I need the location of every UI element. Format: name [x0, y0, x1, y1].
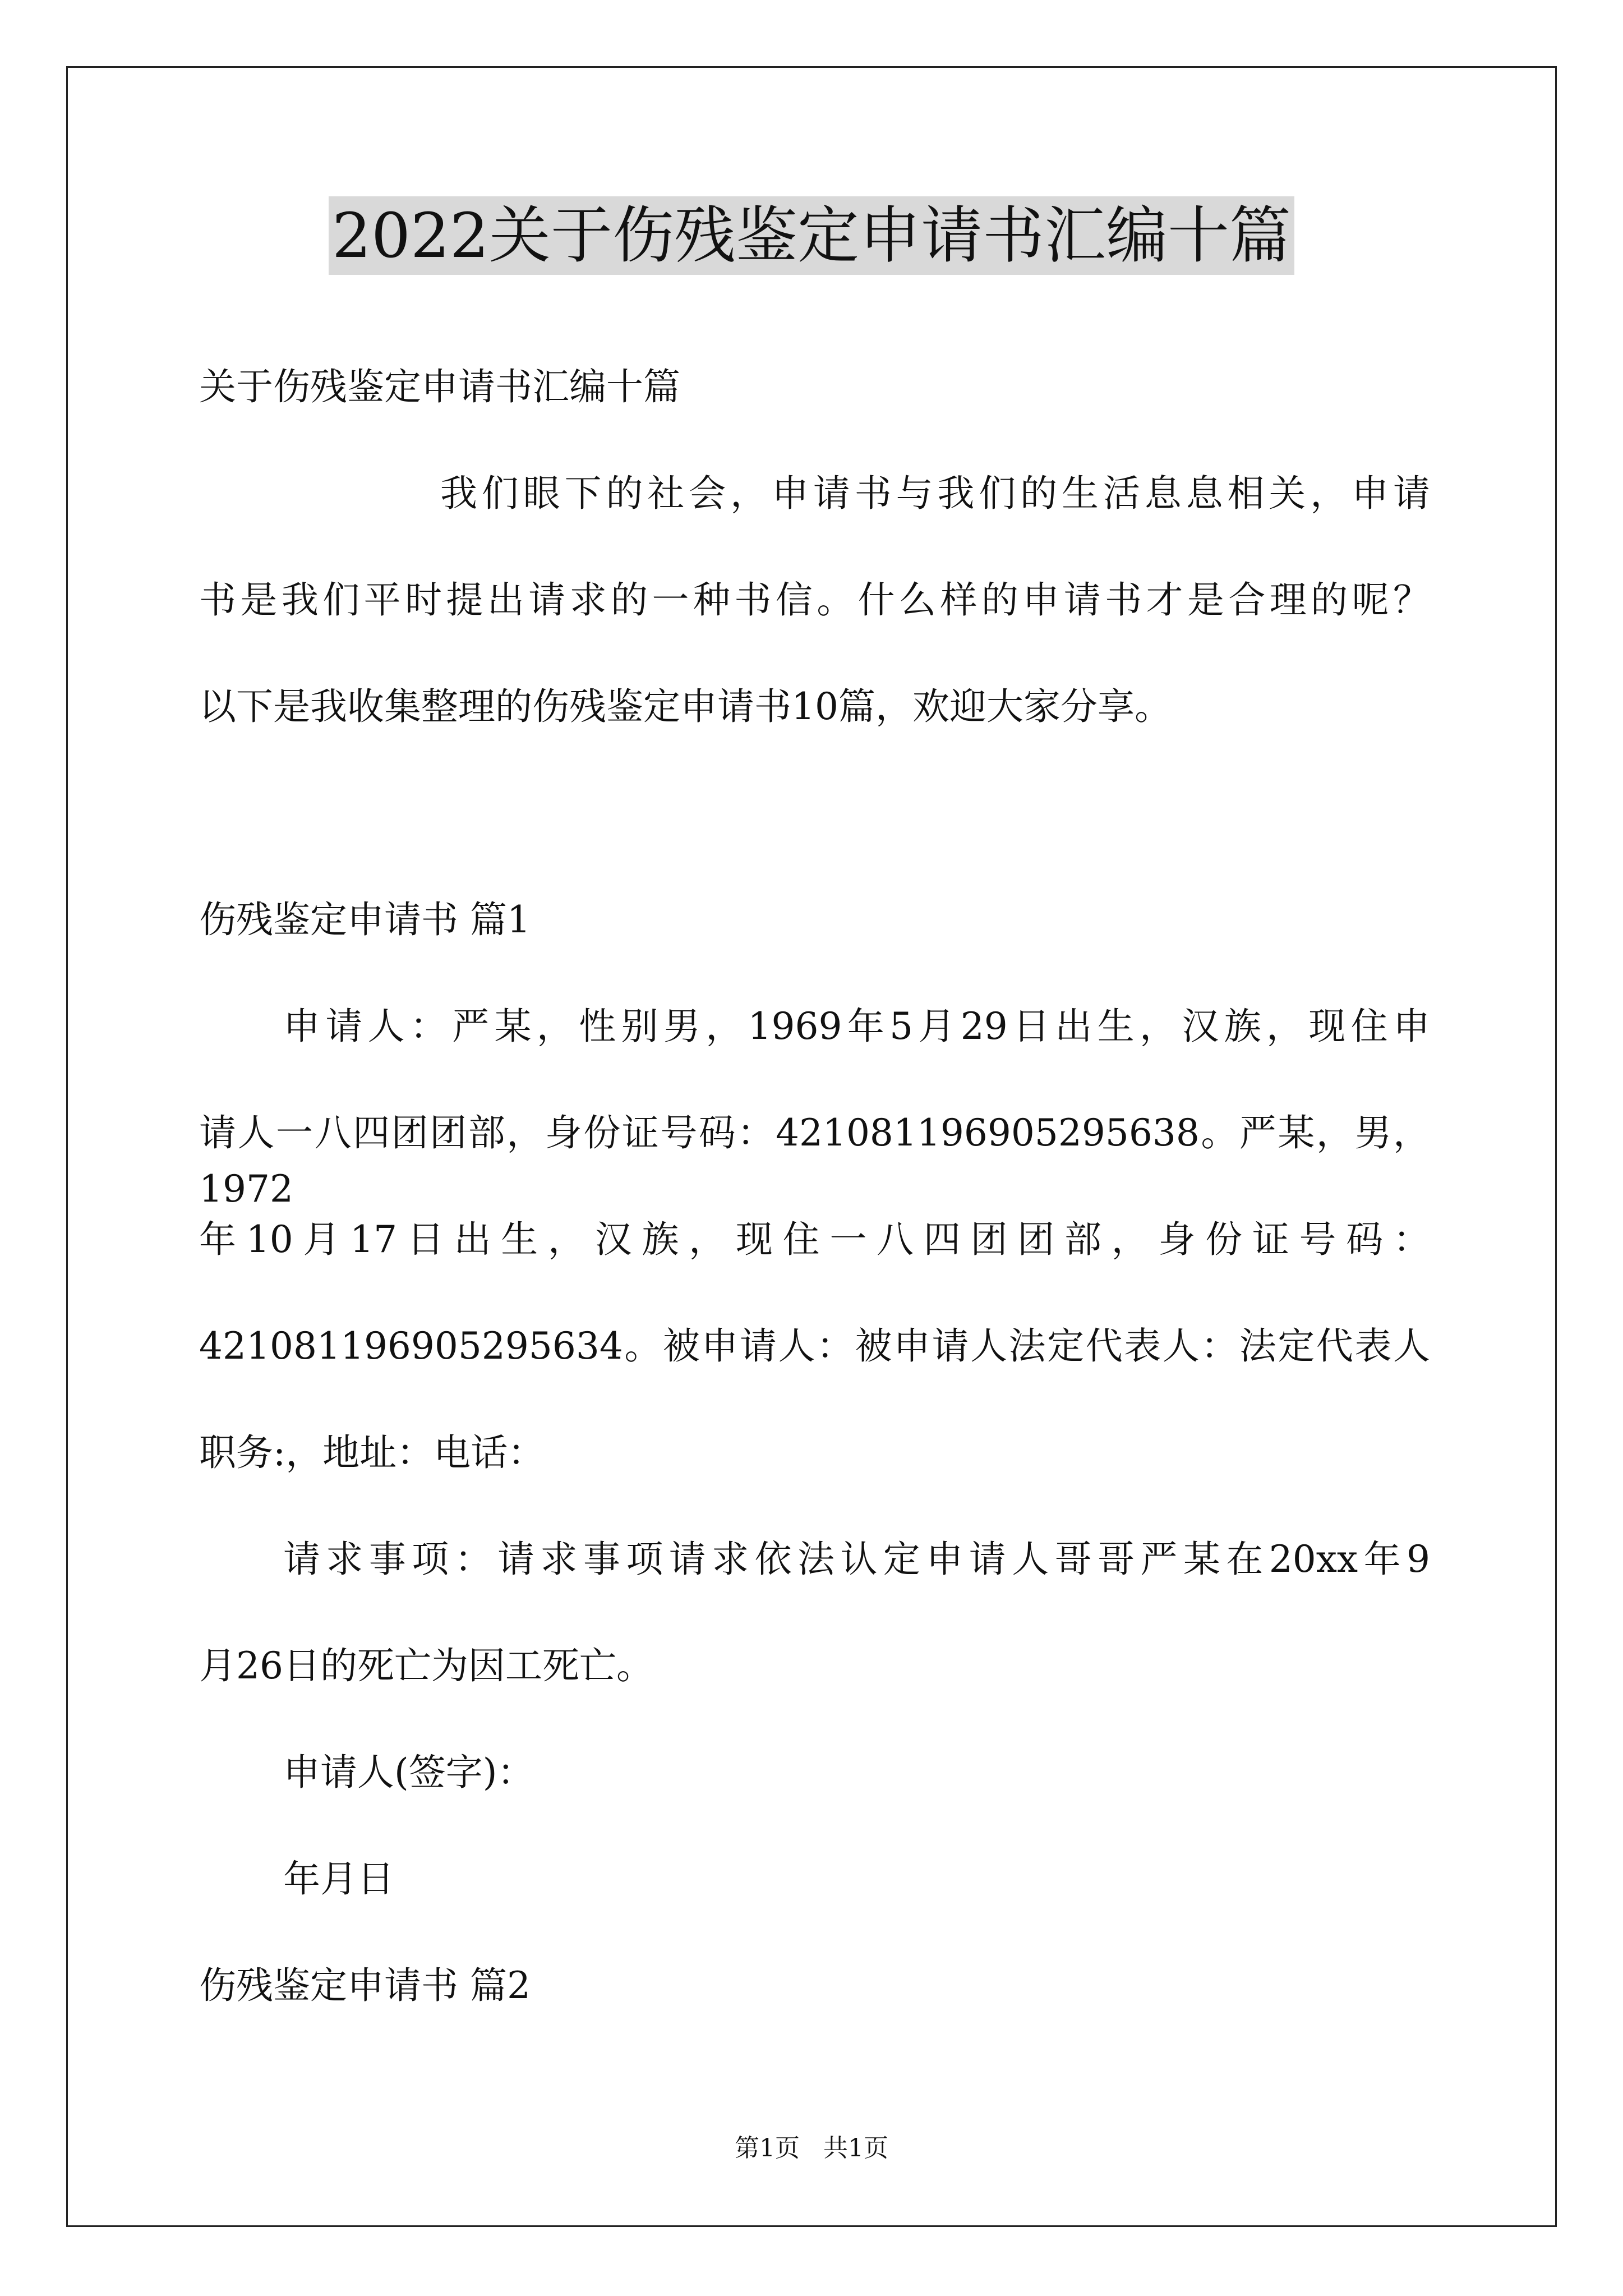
section-heading-1: 伤残鉴定申请书 篇1	[199, 898, 531, 941]
request-line-1: 请求事项：请求事项请求依法认定申请人哥哥严某在20xx年9	[283, 1538, 1430, 1581]
date-line: 年月日	[283, 1857, 394, 1901]
intro-line-2: 书是我们平时提出请求的一种书信。什么样的申请书才是合理的呢？	[199, 578, 1430, 622]
applicant-line-3: 年10月17日出生，汉族，现住一八四团团部，身份证号码：	[199, 1218, 1430, 1261]
intro-line-1: 我们眼下的社会，申请书与我们的生活息息相关，申请	[440, 472, 1430, 515]
applicant-line-2: 请人一八四团团部，身份证号码：421081196905295638。严某，男，1972	[199, 1111, 1430, 1211]
applicant-line-1: 申请人：严某，性别男，1969年5月29日出生，汉族，现住申	[283, 1005, 1430, 1048]
document-body	[199, 359, 1430, 2064]
intro-line-3: 以下是我收集整理的伤残鉴定申请书10篇，欢迎大家分享。	[199, 685, 1172, 728]
blank-line	[199, 785, 1430, 892]
applicant-line-4: 421081196905295634。被申请人：被申请人法定代表人：法定代表人	[199, 1324, 1430, 1368]
page-total: 共1页	[823, 2134, 888, 2162]
signature-line: 申请人(签字)：	[283, 1751, 534, 1794]
applicant-line-5: 职务:，地址：电话：	[199, 1431, 545, 1474]
page-number: 第1页	[735, 2134, 800, 2162]
page-footer	[0, 2132, 1623, 2165]
subtitle: 关于伤残鉴定申请书汇编十篇	[199, 365, 680, 408]
title-container	[0, 196, 1623, 275]
section-heading-2: 伤残鉴定申请书 篇2	[199, 1964, 531, 2007]
document-title: 2022关于伤残鉴定申请书汇编十篇	[329, 196, 1294, 275]
request-line-2: 月26日的死亡为因工死亡。	[199, 1644, 653, 1687]
